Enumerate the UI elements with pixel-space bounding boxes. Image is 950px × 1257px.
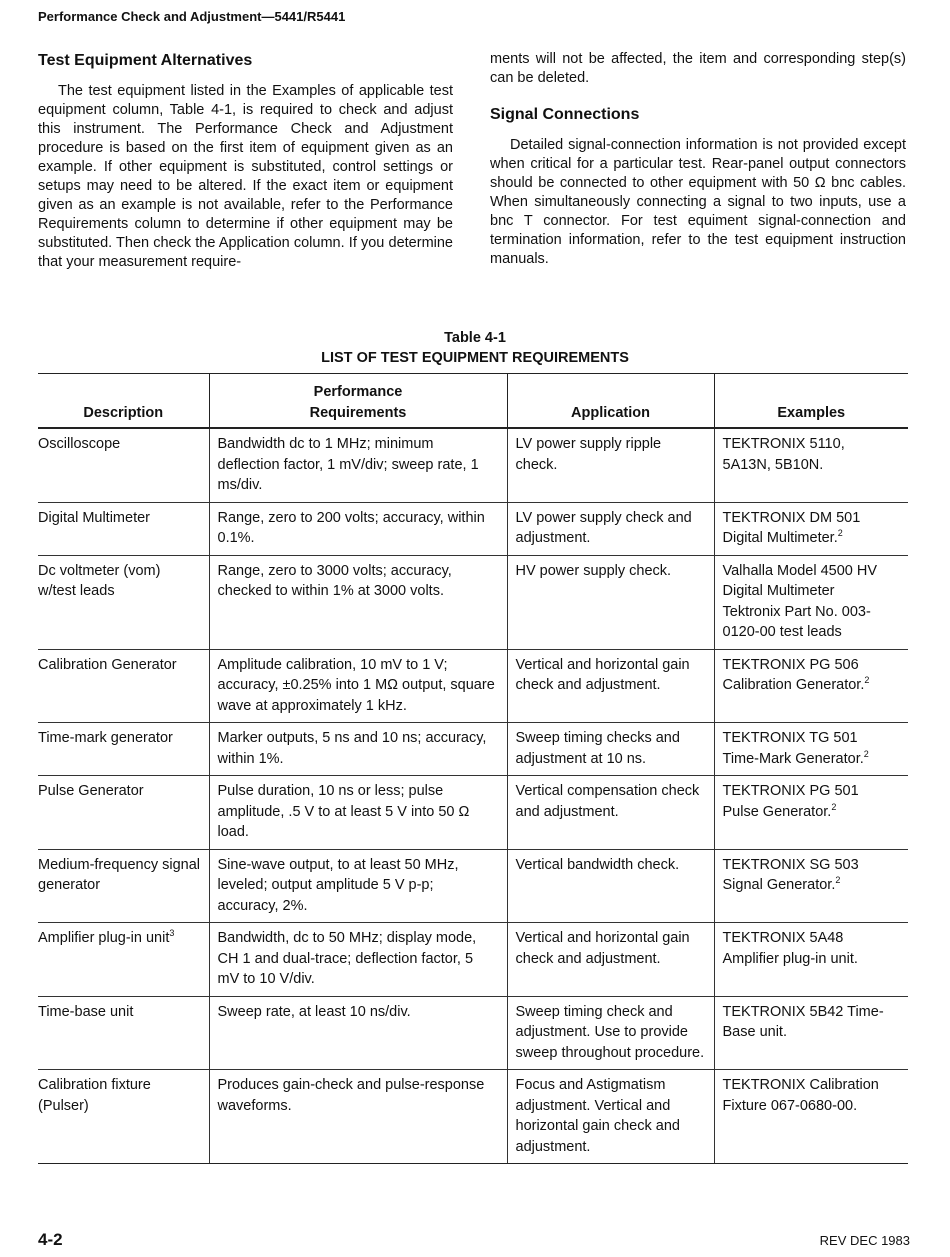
example-line: Digital Multimeter.$^2$ bbox=[722, 528, 843, 546]
cell-description: Time-base unit bbox=[38, 996, 209, 1070]
example-line: TEKTRONIX Calibration bbox=[722, 1077, 879, 1093]
example-line: Amplifier plug-in unit. bbox=[722, 950, 858, 967]
cell-application: LV power supply ripple check. bbox=[507, 428, 714, 502]
example-line: Signal Generator.$^2$ bbox=[722, 875, 841, 893]
header-application: Application bbox=[507, 374, 714, 429]
table-row bbox=[38, 849, 908, 923]
header-performance-line1: Performance bbox=[313, 384, 403, 400]
cell-examples bbox=[714, 502, 908, 555]
table-row bbox=[38, 776, 908, 850]
example-line: Tektronix Part No. 003- bbox=[722, 603, 871, 620]
example-line: Valhalla Model 4500 HV bbox=[722, 562, 877, 579]
cell-examples bbox=[714, 923, 908, 997]
cell-description: Pulse Generator bbox=[38, 776, 209, 850]
footnote-marker: 2 bbox=[835, 875, 841, 886]
example-line: 5A13N, 5B10N. bbox=[722, 456, 824, 473]
cell-description: Calibration Generator bbox=[38, 649, 209, 723]
cell-requirements: Produces gain-check and pulse-response waveforms. bbox=[209, 1070, 507, 1164]
cell-application: LV power supply check and adjustment. bbox=[507, 502, 714, 555]
section-heading-signal-connections: Signal Connections bbox=[490, 106, 640, 123]
left-column bbox=[38, 50, 453, 272]
footnote-marker: 2 bbox=[831, 801, 837, 812]
example-line: TEKTRONIX 5A48 bbox=[722, 930, 844, 946]
cell-requirements: Bandwidth dc to 1 MHz; minimum deflection factor, 1 mV/div; sweep rate, 1 ms/div. bbox=[209, 428, 507, 502]
header-performance-line2: Requirements bbox=[309, 404, 407, 421]
example-line: TEKTRONIX PG 501 bbox=[722, 783, 859, 799]
example-line: TEKTRONIX PG 506 bbox=[722, 656, 859, 673]
cell-requirements: Amplitude calibration, 10 mV to 1 V; accuracy, ±0.25% into 1 MΩ output, square wave at approximately 1 kHz. bbox=[209, 649, 507, 723]
table-row bbox=[38, 555, 908, 649]
header-examples: Examples bbox=[714, 374, 908, 429]
cell-description: Time-mark generator bbox=[38, 723, 209, 776]
cell-examples bbox=[714, 723, 908, 776]
cell-application: Vertical bandwidth check. bbox=[507, 849, 714, 923]
example-line: TEKTRONIX SG 503 bbox=[722, 856, 859, 873]
table-row bbox=[38, 996, 908, 1070]
paragraph-test-equipment-alternatives: The test equipment listed in the Examples of applicable test equipment column, Table 4-1, is required to check and adjust this instrument. The Performance Check and Adjustment procedure is based on the first item of equipment given as an example. If other equipment is substituted, control settings or setups may need to be altered. If the exact item or equipment given as an example is not available, refer to the Performance Requirements column to determine if other equipment may be substituted. Then check the Application column. If you determine that your measurement require- bbox=[38, 83, 453, 270]
section-heading-test-equipment-alternatives: Test Equipment Alternatives bbox=[38, 52, 253, 69]
cell-description: Dc voltmeter (vom) w/test leads bbox=[38, 555, 209, 649]
example-line: Time-Mark Generator.$^2$ bbox=[722, 748, 869, 767]
cell-examples bbox=[714, 555, 908, 649]
cell-examples bbox=[714, 428, 908, 502]
table-header-row bbox=[38, 374, 908, 429]
cell-requirements: Sweep rate, at least 10 ns/div. bbox=[209, 996, 507, 1070]
footnote-marker: 2 bbox=[864, 675, 870, 686]
cell-description: Amplifier plug-in unit$^3$ bbox=[38, 923, 209, 997]
cell-requirements: Bandwidth, dc to 50 MHz; display mode, CH 1 and dual-trace; deflection factor, 5 mV to 10 V/div. bbox=[209, 923, 507, 997]
paragraph-continuation: ments will not be affected, the item and corresponding step(s) can be deleted. bbox=[490, 51, 906, 86]
revision-date: REV DEC 1983 bbox=[819, 1233, 910, 1248]
table-row bbox=[38, 723, 908, 776]
paragraph-signal-connections: Detailed signal-connection information is not provided except when critical for a particular test. Rear-panel output connectors should be connected to other equipment with 50 Ω bnc cables. When simultaneously connecting a signal to two inputs, use a bnc T connector. For test equiment signal-connection and termination information, refer to the test equipment instruction manuals. bbox=[490, 137, 906, 267]
running-head: Performance Check and Adjustment—5441/R5441 bbox=[38, 9, 346, 24]
cell-description: Oscilloscope bbox=[38, 436, 121, 452]
example-line: TEKTRONIX DM 501 bbox=[722, 509, 861, 526]
table-number: Table 4-1 bbox=[444, 330, 506, 346]
table-row bbox=[38, 428, 908, 502]
cell-description: Digital Multimeter bbox=[38, 502, 209, 555]
cell-examples bbox=[714, 996, 908, 1070]
right-column bbox=[490, 50, 906, 269]
example-line: Base unit. bbox=[722, 1024, 787, 1040]
table-row bbox=[38, 502, 908, 555]
cell-examples bbox=[714, 649, 908, 723]
example-line: 0120-00 test leads bbox=[722, 624, 842, 640]
cell-requirements: Range, zero to 200 volts; accuracy, within 0.1%. bbox=[209, 502, 507, 555]
cell-examples bbox=[714, 776, 908, 850]
example-line: Calibration Generator.$^2$ bbox=[722, 675, 870, 693]
page-number: 4-2 bbox=[38, 1230, 63, 1249]
cell-requirements: Pulse duration, 10 ns or less; pulse amplitude, .5 V to at least 5 V into 50 Ω load. bbox=[209, 776, 507, 850]
table-row bbox=[38, 923, 908, 997]
cell-application: Vertical and horizontal gain check and adjustment. bbox=[507, 649, 714, 723]
cell-application: Vertical compensation check and adjustment. bbox=[507, 776, 714, 850]
footnote-marker: 2 bbox=[863, 748, 869, 759]
cell-application: Vertical and horizontal gain check and adjustment. bbox=[507, 923, 714, 997]
table-row bbox=[38, 649, 908, 723]
example-line: Digital Multimeter bbox=[722, 583, 835, 599]
cell-application: HV power supply check. bbox=[507, 555, 714, 649]
cell-requirements: Marker outputs, 5 ns and 10 ns; accuracy, within 1%. bbox=[209, 723, 507, 776]
footnote-marker: 2 bbox=[837, 528, 843, 539]
example-line: Fixture 067-0680-00. bbox=[722, 1097, 858, 1114]
cell-examples bbox=[714, 1070, 908, 1164]
test-equipment-table bbox=[38, 373, 908, 1164]
cell-description: Medium-frequency signal generator bbox=[38, 849, 209, 923]
header-description: Description bbox=[38, 374, 209, 429]
example-line: TEKTRONIX TG 501 bbox=[722, 730, 858, 746]
cell-description: Calibration fixture (Pulser) bbox=[38, 1070, 209, 1164]
example-line: TEKTRONIX 5B42 Time- bbox=[722, 1003, 884, 1020]
cell-application: Sweep timing checks and adjustment at 10 ns. bbox=[507, 723, 714, 776]
header-performance-requirements bbox=[209, 374, 507, 429]
cell-examples bbox=[714, 849, 908, 923]
footnote-marker: 3 bbox=[169, 928, 175, 939]
cell-requirements: Sine-wave output, to at least 50 MHz, leveled; output amplitude 5 V p-p; accuracy, 2%. bbox=[209, 849, 507, 923]
cell-application: Focus and Astigmatism adjustment. Vertical and horizontal gain check and adjustment. bbox=[507, 1070, 714, 1164]
table-row bbox=[38, 1070, 908, 1164]
example-line: TEKTRONIX 5110, bbox=[722, 436, 845, 452]
cell-requirements: Range, zero to 3000 volts; accuracy, checked to within 1% at 3000 volts. bbox=[209, 555, 507, 649]
example-line: Pulse Generator.$^2$ bbox=[722, 801, 837, 820]
cell-application: Sweep timing check and adjustment. Use to provide sweep throughout procedure. bbox=[507, 996, 714, 1070]
table-title: LIST OF TEST EQUIPMENT REQUIREMENTS bbox=[321, 350, 629, 366]
table-body bbox=[38, 428, 908, 1164]
